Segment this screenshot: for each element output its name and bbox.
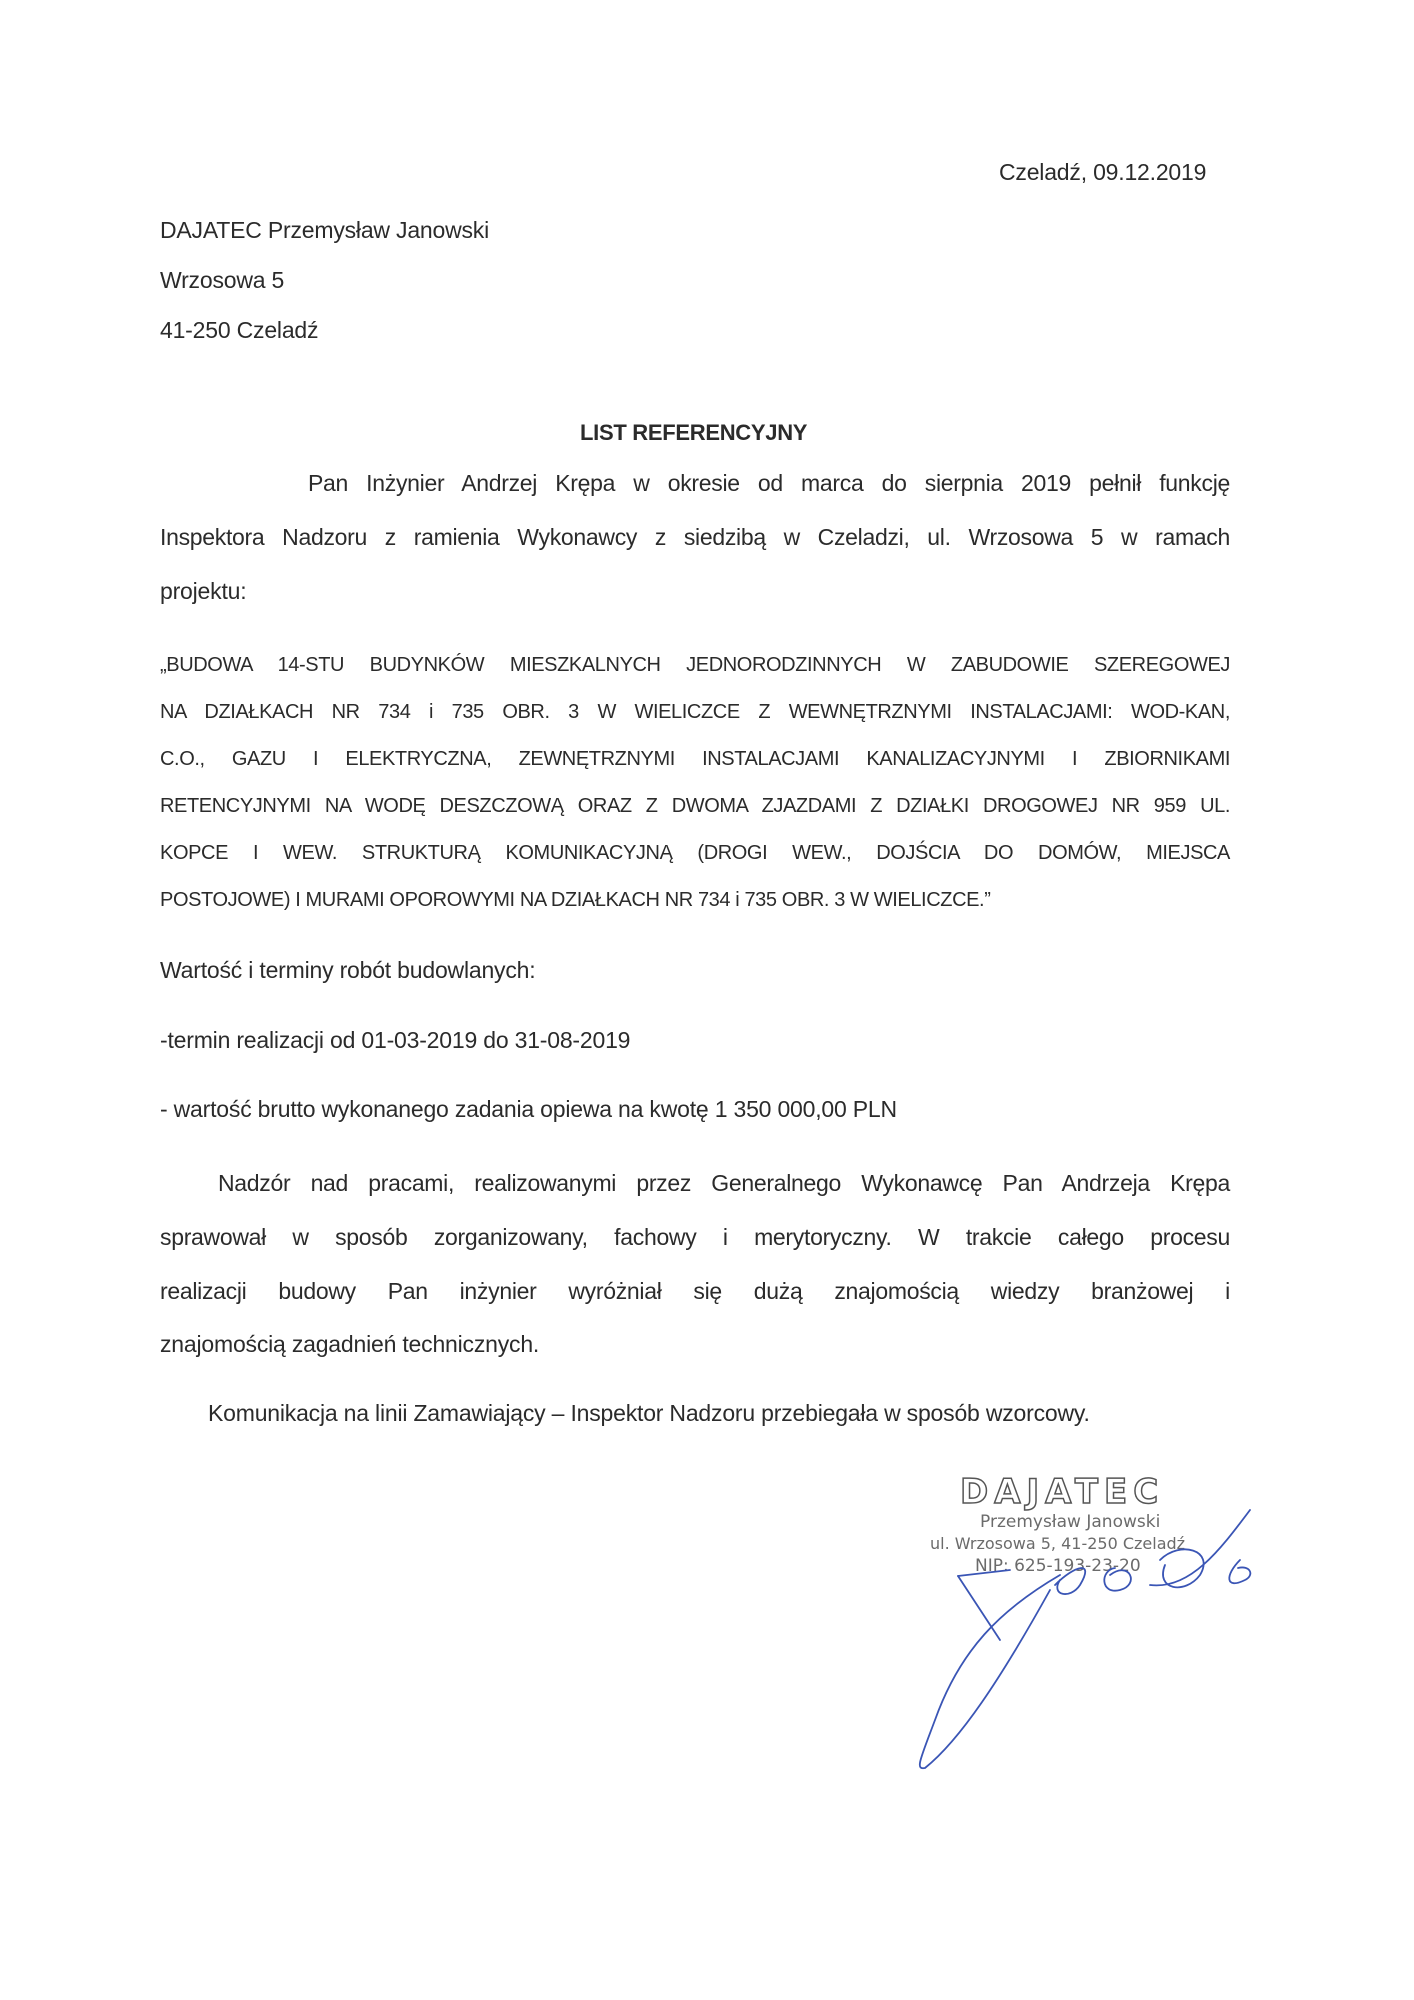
stamp-brand: DAJATEC [960,1472,1165,1512]
project-line-1: „BUDOWA 14-STU BUDYNKÓW MIESZKALNYCH JEDNORODZINNYCH W ZABUDOWIE SZEREGOWEJ [160,654,1230,676]
intro-line-3: projektu: [160,578,247,604]
place-date: Czeladź, 09.12.2019 [999,159,1207,185]
intro-line-1: Pan Inżynier Andrzej Krępa w okresie od marca do sierpnia 2019 pełnił funkcję [308,470,1230,496]
terms-heading: Wartość i terminy robót budowlanych: [160,957,536,983]
communication-line: Komunikacja na linii Zamawiający – Inspektor Nadzoru przebiegała w sposób wzorcowy. [208,1400,1090,1426]
intro-line-2: Inspektora Nadzoru z ramienia Wykonawcy z siedzibą w Czeladzi, ul. Wrzosowa 5 w ramach [160,524,1230,550]
stamp-address: ul. Wrzosowa 5, 41-250 Czeladź [930,1534,1186,1553]
assessment-line-3: realizacji budowy Pan inżynier wyróżniał się dużą znajomością wiedzy branżowej i [160,1278,1230,1304]
stamp-owner: Przemysław Janowski [980,1512,1161,1532]
sender-street: Wrzosowa 5 [160,267,285,293]
sender-name: DAJATEC Przemysław Janowski [160,217,490,243]
term-dates: -termin realizacji od 01-03-2019 do 31-08-2019 [160,1027,631,1053]
assessment-line-2: sprawował w sposób zorganizowany, fachowy i merytoryczny. W trakcie całego procesu [160,1224,1230,1250]
project-line-5: KOPCE I WEW. STRUKTURĄ KOMUNIKACYJNĄ (DROGI WEW., DOJŚCIA DO DOMÓW, MIEJSCA [160,842,1230,864]
project-line-4: RETENCYJNYMI NA WODĘ DESZCZOWĄ ORAZ Z DWOMA ZJAZDAMI Z DZIAŁKI DROGOWEJ NR 959 UL. [160,795,1230,817]
project-line-3: C.O., GAZU I ELEKTRYCZNA, ZEWNĘTRZNYMI INSTALACJAMI KANALIZACYJNYMI I ZBIORNIKAMI [160,748,1230,770]
sender-city: 41-250 Czeladź [160,317,319,343]
project-line-2: NA DZIAŁKACH NR 734 i 735 OBR. 3 W WIELICZCE Z WEWNĘTRZNYMI INSTALACJAMI: WOD-KAN, [160,701,1230,723]
stamp-nip: NIP: 625-193-23-20 [975,1556,1141,1576]
assessment-line-1: Nadzór nad pracami, realizowanymi przez Generalnego Wykonawcę Pan Andrzeja Krępa [218,1170,1230,1196]
assessment-line-4: znajomością zagadnień technicznych. [160,1331,540,1357]
project-line-6: POSTOJOWE) I MURAMI OPOROWYMI NA DZIAŁKACH NR 734 i 735 OBR. 3 W WIELICZCE.” [160,889,991,911]
term-value: - wartość brutto wykonanego zadania opiewa na kwotę 1 350 000,00 PLN [160,1096,897,1122]
letter-title: LIST REFERENCYJNY [580,420,808,445]
